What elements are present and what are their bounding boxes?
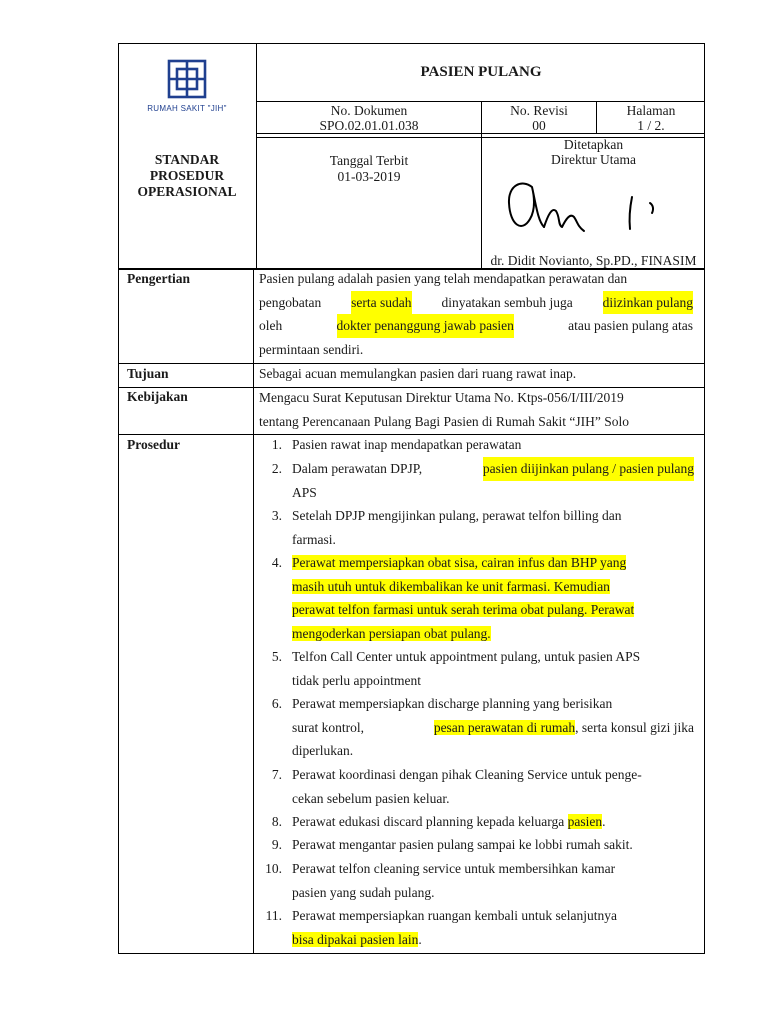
doc-number-value: SPO.02.01.01.038 <box>319 118 419 133</box>
signature-icon <box>500 175 680 245</box>
sop-label <box>118 152 256 200</box>
procedure-step <box>292 833 694 857</box>
step-number: 5. <box>271 649 282 664</box>
step-line: farmasi. <box>292 531 336 547</box>
step-number: 6. <box>271 696 282 711</box>
step-number: 4. <box>271 555 282 570</box>
procedure-step <box>292 551 694 645</box>
hospital-logo <box>166 58 208 100</box>
text-run: , serta konsul gizi jika <box>575 719 694 735</box>
approved-by-label: Ditetapkan <box>563 137 624 152</box>
doc-number-label: No. Dokumen <box>330 103 408 118</box>
step-line: cekan sebelum pasien keluar. <box>292 790 450 806</box>
step-line <box>292 622 694 646</box>
step-number: 10. <box>265 861 282 876</box>
page-label: Halaman <box>626 103 676 118</box>
prosedur-label: Prosedur <box>127 437 180 452</box>
tujuan-text: Sebagai acuan memulangkan pasien dari ruang rawat inap. <box>259 366 577 381</box>
pengertian-text <box>259 267 693 361</box>
content-divider <box>253 269 254 954</box>
step-number: 3. <box>271 508 282 523</box>
highlighted-text: dokter penanggung jawab pasien <box>337 314 514 338</box>
procedure-step <box>292 504 694 551</box>
step-line: Perawat telfon cleaning service untuk membersihkan kamar <box>292 861 616 876</box>
highlighted-text: pasien <box>567 814 603 829</box>
step-number: 1. <box>271 437 282 452</box>
procedure-step <box>292 857 694 904</box>
sop-label-line: OPERASIONAL <box>137 184 237 199</box>
tujuan-label: Tujuan <box>127 366 169 381</box>
highlighted-text: masih utuh untuk dikembalikan ke unit farmasi. Kemudian <box>292 578 610 594</box>
text-run: dinyatakan sembuh juga <box>441 294 573 310</box>
step-line: Perawat mempersiapkan ruangan kembali untuk selanjutnya <box>292 908 618 923</box>
step-line <box>292 457 694 481</box>
highlighted-text: pesan perawatan di rumah <box>433 719 576 735</box>
kebijakan-line: tentang Perencanaan Pulang Bagi Pasien di Rumah Sakit “JIH” Solo <box>259 413 630 429</box>
procedure-step <box>292 645 694 692</box>
pengertian-line <box>259 291 693 315</box>
text-run <box>434 716 694 740</box>
step-line: Pasien rawat inap mendapatkan perawatan <box>292 437 522 452</box>
step-line: diperlukan. <box>292 743 354 758</box>
step-line <box>292 598 694 622</box>
sop-label-line: STANDAR <box>154 152 220 167</box>
procedure-step <box>292 810 694 834</box>
text-run: Perawat edukasi discard planning kepada keluarga <box>292 814 565 829</box>
step-line: tidak perlu appointment <box>292 672 421 688</box>
step-line: Setelah DPJP mengijinkan pulang, perawat telfon billing dan <box>292 508 622 523</box>
procedure-step <box>292 457 694 504</box>
revision-label: No. Revisi <box>510 103 568 118</box>
page-title: PASIEN PULANG <box>420 64 542 80</box>
step-number: 8. <box>271 814 282 829</box>
kebijakan-line: Mengacu Surat Keputusan Direktur Utama No. Ktps-056/I/III/2019 <box>259 390 624 405</box>
step-line: APS <box>292 484 317 500</box>
highlighted-text: mengoderkan persiapan obat pulang. <box>292 625 491 641</box>
step-line: pasien yang sudah pulang. <box>292 884 435 900</box>
pengertian-line: permintaan sendiri. <box>259 341 364 357</box>
procedure-step <box>292 904 694 951</box>
step-number: 2. <box>271 461 282 476</box>
highlighted-text: perawat telfon farmasi untuk serah terima obat pulang. Perawat <box>292 602 635 617</box>
signatory-name: dr. Didit Novianto, Sp.PD., FINASIM <box>490 253 697 268</box>
text-run: surat kontrol, <box>292 719 364 735</box>
text-run: . <box>418 931 422 947</box>
text-run: Dalam perawatan DPJP, <box>292 461 423 476</box>
step-number: 9. <box>271 837 282 852</box>
step-line: Perawat mengantar pasien pulang sampai ke lobbi rumah sakit. <box>292 837 633 852</box>
text-run: pengobatan <box>259 294 322 310</box>
pengertian-line: Pasien pulang adalah pasien yang telah mendapatkan perawatan dan <box>259 271 628 286</box>
step-number: 11. <box>265 908 282 923</box>
step-line <box>292 810 694 834</box>
highlighted-text: pasien diijinkan pulang / pasien pulang <box>483 457 694 481</box>
sop-label-line: PROSEDUR <box>149 168 225 183</box>
issue-date-value: 01-03-2019 <box>337 169 401 184</box>
step-line: Perawat mempersiapkan discharge planning yang berisikan <box>292 696 613 711</box>
step-line <box>292 575 694 599</box>
page-value: 1 / 2. <box>637 118 665 133</box>
issue-date-label: Tanggal Terbit <box>329 153 409 168</box>
text-run: oleh <box>259 318 283 333</box>
logo-text: RUMAH SAKIT "JIH" <box>147 104 227 113</box>
content-divider <box>118 363 705 364</box>
procedure-step <box>292 692 694 763</box>
highlighted-text: bisa dipakai pasien lain <box>292 931 419 947</box>
step-line: Perawat koordinasi dengan pihak Cleaning Service untuk penge- <box>292 767 642 782</box>
kebijakan-label: Kebijakan <box>127 389 188 404</box>
procedure-step <box>292 763 694 810</box>
text-run: atau pasien pulang atas <box>568 318 693 333</box>
kebijakan-text <box>259 386 693 433</box>
highlighted-text: diizinkan pulang <box>603 291 693 315</box>
rumah-sakit-jih-logo-icon <box>166 58 208 100</box>
step-line <box>292 928 694 952</box>
step-number: 7. <box>271 767 282 782</box>
step-line <box>292 551 694 575</box>
step-line <box>292 716 694 740</box>
highlighted-text: Perawat mempersiapkan obat sisa, cairan infus dan BHP yang <box>292 555 627 570</box>
procedure-step <box>292 433 694 457</box>
pengertian-line <box>259 314 693 338</box>
revision-value: 00 <box>532 118 546 133</box>
step-line: Telfon Call Center untuk appointment pulang, untuk pasien APS <box>292 649 641 664</box>
text-run: . <box>602 814 606 829</box>
approved-by-title: Direktur Utama <box>550 152 637 167</box>
highlighted-text: serta sudah <box>351 291 411 315</box>
signature <box>500 175 680 245</box>
pengertian-label: Pengertian <box>127 271 190 286</box>
